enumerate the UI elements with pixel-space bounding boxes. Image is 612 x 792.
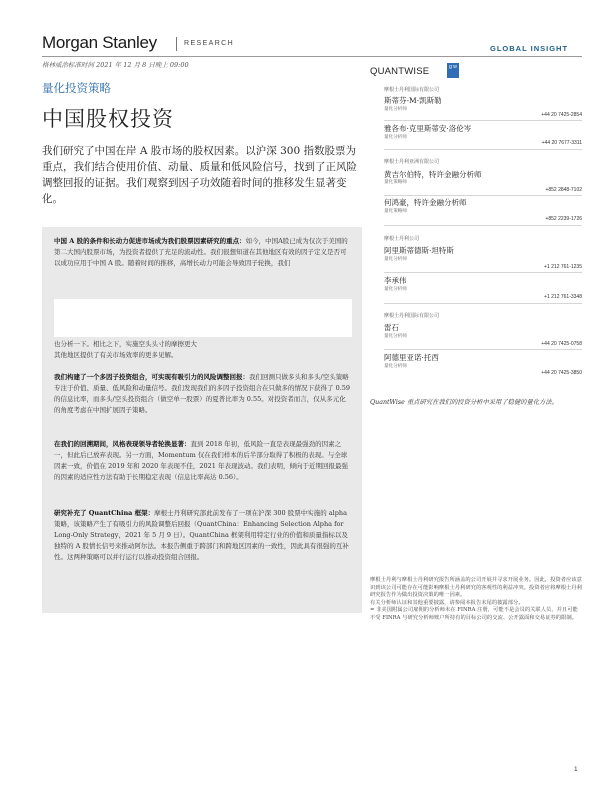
logo-divider	[176, 37, 177, 51]
key-point-2-body-2: 其他地区提供了有关市场效率的更多见解。	[54, 351, 178, 359]
report-summary: 我们研究了中国在岸 A 股市场的股权因素。以沪深 300 指数股票为重点，我们结合使用价值、动量、质量和低风险信号，找到了正风险调整回报的证据。我们观察到因子功效随着时间的推移发生显著变化。	[42, 145, 357, 205]
analyst-phone[interactable]: +44 20 7425-0758	[541, 341, 582, 347]
publish-timestamp: 格林威治标准时间 2021 年 12 月 8 日晚上 09:00	[42, 61, 189, 69]
analyst-name: 阿德里亚诺·托西	[384, 353, 439, 362]
analyst-phone[interactable]: +1 212 761-1235	[544, 264, 582, 270]
quantwise-badge-icon: g w	[447, 63, 459, 78]
key-point-3-lead: 我们构建了一个多因子投资组合，可实现有吸引力的风险调整回报：	[54, 373, 249, 381]
report-title: 中国股权投资	[42, 107, 174, 131]
analyst-name: 何鸿豪，特许金融分析师	[384, 198, 467, 207]
key-point-1	[54, 236, 352, 269]
analyst-role: 量化分析师	[384, 257, 407, 262]
analyst-name: 黄吉尔伯特，特许金融分析师	[384, 170, 482, 179]
global-insight-label: GLOBAL INSIGHT	[490, 44, 569, 53]
key-point-3	[54, 372, 352, 416]
key-point-3-body: 我们回测只做多头和多头/空头策略	[249, 373, 349, 381]
analyst-role: 量化策略师	[384, 209, 407, 214]
analyst-divider	[384, 272, 582, 273]
key-point-5-lead: 研究补充了 QuantChina 框架：	[54, 509, 155, 517]
key-points-gap	[54, 299, 352, 337]
analyst-divider	[384, 303, 582, 304]
key-point-4-body: 直到 2018 年初，低风险一直是表现最强劲的因素之一，但此后已放弃表现。另一方面，Momentum 仅在我们样本的后半部分取得了积极的表现。与全球因素一致，价值在 2019 年和 2020 年表现不佳，2021 年表现波动。我们表明，倾向于近期回报最强的因素的适应性方法有助于长期稳定表现（信息比率高达 0.56）。	[54, 440, 348, 481]
analyst-name: 雷石	[384, 323, 399, 332]
key-point-2	[54, 339, 352, 361]
analyst-divider	[384, 149, 582, 150]
key-point-4	[54, 439, 352, 483]
analyst-phone[interactable]: +44 20 7677-3311	[541, 140, 582, 146]
analyst-phone[interactable]: +852 2239-1726	[545, 216, 582, 222]
analyst-name: 阿里斯蒂德斯·坦特斯	[384, 246, 454, 255]
analyst-firm: 摩根士丹利亚洲有限公司	[384, 159, 440, 165]
key-point-5-body: 摩根士丹利研究部此前发布了一项在沪深 300 股票中实施的 alpha 策略，该策略产生了有吸引力的风险调整后回报（QuantChina：Enhancing Selection Alpha for Long-Only Strategy，2021 年 5 月 9 日）。QuantChina 框架利用特定行业的价值和质量指标以及独特的 A 股情长信号来推动阿尔法。本报告侧重于跨部门和跨地区因素的一致性，因此具有很强的互补性。这两种策略可以并行运行以推动投资组合回报。	[54, 509, 349, 561]
analyst-divider	[384, 225, 582, 226]
analyst-firm: 摩根士丹利国际有限公司	[384, 87, 440, 93]
analyst-role: 量化分析师	[384, 334, 407, 339]
header-rule	[42, 56, 582, 57]
report-subject: 量化投资策略	[42, 81, 111, 95]
analyst-phone[interactable]: +44 20 7425-3850	[541, 370, 582, 376]
analyst-firm: 摩根士丹利公司	[384, 236, 420, 242]
analyst-phone[interactable]: +1 212 761-3348	[544, 294, 582, 300]
key-point-1-body: 如今，中国A股已成为仅次于美国的第二大国内股票市场，为投资者提供了充足的流动性。我们很想知道在其他地区有效的因子定义是否可以成功应用于中国 A 股。随着时间的推移，高增长动力可能会导致因子轮换，我们	[54, 237, 348, 267]
morgan-stanley-logo: Morgan Stanley	[42, 33, 157, 52]
disclaimer-paragraph: = 非美国附属公司雇佣的分析师未在 FINRA 注册，可能不是会员的关联人员，并且可能不受 FINRA 与研究分析师账户所持有的目标公司的交流、公开露面和交易证券的限制。	[370, 607, 578, 621]
disclaimer	[370, 577, 582, 623]
analyst-role: 量化分析师	[384, 107, 407, 112]
page-number: 1	[574, 766, 578, 773]
analyst-name: 斯蒂芬-M·凯斯勒	[384, 96, 442, 105]
quantwise-note: QuantWise 重点研究在我们的投资分析中采用了稳健的量化方法。	[370, 399, 559, 406]
analyst-firm: 摩根士丹利国际有限公司	[384, 313, 440, 319]
key-point-1-lead: 中国 A 股的条件和长动力促进市场成为我们股票因素研究的重点：	[54, 237, 246, 245]
analyst-divider	[384, 195, 582, 196]
key-point-5	[54, 508, 352, 563]
quantwise-logo: QUANTWISE	[370, 66, 430, 77]
disclaimer-paragraph: 有关分析师认证和其他重要披露，请参阅本报告末尾的披露部分。	[370, 599, 524, 606]
analyst-role: 量化策略师	[384, 180, 407, 185]
analyst-role: 量化分析师	[384, 287, 407, 292]
analyst-name: 雅各布·克里斯蒂安·洛伦岑	[384, 124, 472, 133]
key-point-4-lead: 在我们的回溯期间，风格表现领导者轮换显著：	[54, 440, 191, 448]
analyst-role: 量化分析师	[384, 135, 407, 140]
analyst-phone[interactable]: +852 2848-7102	[545, 187, 582, 193]
analyst-divider	[384, 349, 582, 350]
analyst-name: 李承伟	[384, 276, 407, 285]
research-label: RESEARCH	[184, 40, 235, 47]
key-point-2-body: 也分析一下。相比之下，实施空头头寸的摩擦更大	[54, 340, 197, 348]
key-point-3-body-2: 专注于价值、质量、低风险和动量信号。我们发现我们的多因子投资组合在只做多的情况下获得了 0.59 的信息比率，而多头/空头投资组合（做空单一股票）的夏普比率为 0.55。对投资者而言，仅从多元化的角度考虑在中国扩展因子策略。	[54, 384, 351, 414]
analyst-role: 量化分析师	[384, 364, 407, 369]
analyst-divider	[384, 120, 582, 121]
disclaimer-paragraph: 摩根士丹利与摩根士丹利研究报告所涵盖的公司开展并寻求开展业务。因此，投资者应该意识到该公司可能存在可能影响摩根士丹利研究的客观性的利益冲突。投资者应将摩根士丹利研究报告作为做出投资决策的唯一因素。	[370, 577, 582, 599]
analyst-phone[interactable]: +44 20 7425-2854	[541, 112, 582, 118]
